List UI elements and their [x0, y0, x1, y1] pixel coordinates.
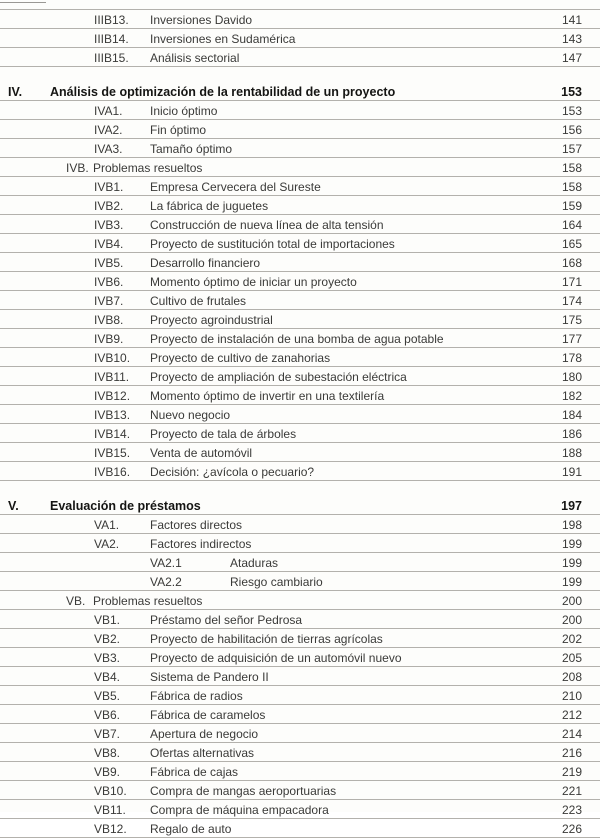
toc-entry-page: 199 [561, 537, 582, 551]
toc-entry-page: 158 [561, 180, 582, 194]
toc-entry-page: 199 [561, 556, 582, 570]
toc-entry-title: Cultivo de frutales [150, 294, 247, 308]
toc-entry-page: 178 [561, 351, 582, 365]
toc-entry-title: Factores directos [150, 518, 243, 532]
toc-row [0, 534, 600, 553]
top-left-rule [0, 2, 46, 3]
toc-row [0, 158, 600, 177]
toc-entry-code: IVB14. [94, 427, 131, 441]
toc-row [0, 120, 600, 139]
toc-entry-title: Empresa Cervecera del Sureste [150, 180, 321, 194]
toc-entry-page: 147 [561, 51, 582, 65]
toc-entry-code: VA2.2 [150, 575, 182, 589]
toc-entry-code: IVB1. [94, 180, 124, 194]
toc-entry-title: Proyecto de habilitación de tierras agrícolas [150, 632, 383, 646]
toc-entry-code: IVB13. [94, 408, 131, 422]
toc-entry-title: Compra de mangas aeroportuarias [150, 784, 337, 798]
toc-entry-code: IIIB15. [94, 51, 129, 65]
toc-row [0, 139, 600, 158]
toc-row [0, 800, 600, 819]
toc-row [0, 348, 600, 367]
toc-entry-title: Ofertas alternativas [150, 746, 255, 760]
toc-entry-title: Proyecto de cultivo de zanahorias [150, 351, 331, 365]
toc-entry-page: 198 [561, 518, 582, 532]
toc-entry-title: Riesgo cambiario [230, 575, 323, 589]
toc-entry-page: 180 [561, 370, 582, 384]
toc-entry-title: Proyecto agroindustrial [150, 313, 273, 327]
toc-row [0, 48, 600, 67]
toc-row [0, 686, 600, 705]
toc-entry-title: Análisis de optimización de la rentabilidad de un proyecto [50, 84, 396, 99]
section-gap [0, 67, 600, 82]
toc-entry-code: VB6. [94, 708, 121, 722]
toc-entry-title: Proyecto de ampliación de subestación eléctrica [150, 370, 407, 384]
toc-row [0, 781, 600, 800]
toc-entry-code: VB3. [94, 651, 121, 665]
toc-entry-title: Fin óptimo [150, 123, 207, 137]
toc-row [0, 648, 600, 667]
toc-entry-page: 214 [561, 727, 582, 741]
toc-entry-code: VB8. [94, 746, 121, 760]
toc-entry-title: Problemas resueltos [93, 161, 203, 175]
toc-entry-title: Apertura de negocio [150, 727, 259, 741]
toc-entry-code: VB12. [94, 822, 127, 836]
toc-entry-title: Fábrica de caramelos [150, 708, 266, 722]
toc-row [0, 572, 600, 591]
toc-entry-title: Regalo de auto [150, 822, 232, 836]
toc-entry-page: 164 [561, 218, 582, 232]
toc-entry-title: Tamaño óptimo [150, 142, 233, 156]
toc-entry-page: 199 [561, 575, 582, 589]
toc-row [0, 10, 600, 29]
toc-entry-page: 226 [561, 822, 582, 836]
toc-entry-title: Inversiones Davido [150, 13, 253, 27]
toc-entry-title: Construcción de nueva línea de alta tensión [150, 218, 384, 232]
toc-entry-code: IVB. [66, 161, 89, 175]
toc-entry-code: IVB11. [94, 370, 130, 384]
toc-entry-page: 156 [561, 123, 582, 137]
toc-entry-title: Proyecto de instalación de una bomba de agua potable [150, 332, 444, 346]
toc-entry-page: 202 [561, 632, 582, 646]
toc-list [0, 9, 600, 838]
toc-entry-title: Préstamo del señor Pedrosa [150, 613, 303, 627]
toc-entry-page: 221 [561, 784, 582, 798]
toc-entry-page: 200 [561, 594, 582, 608]
toc-row [0, 310, 600, 329]
toc-row [0, 515, 600, 534]
toc-entry-code: VA2. [94, 537, 120, 551]
toc-entry-code: IVB15. [94, 446, 131, 460]
toc-entry-title: Proyecto de adquisición de un automóvil nuevo [150, 651, 402, 665]
toc-entry-title: Inversiones en Sudamérica [150, 32, 296, 46]
toc-entry-page: 205 [561, 651, 582, 665]
toc-row [0, 101, 600, 120]
toc-row [0, 591, 600, 610]
toc-row [0, 724, 600, 743]
toc-row [0, 272, 600, 291]
toc-entry-title: Análisis sectorial [150, 51, 240, 65]
toc-entry-code: IVB5. [94, 256, 124, 270]
toc-entry-code: IV. [8, 84, 23, 99]
toc-row [0, 405, 600, 424]
toc-entry-page: 168 [561, 256, 582, 270]
toc-entry-code: IVB12. [94, 389, 131, 403]
toc-entry-page: 175 [561, 313, 582, 327]
toc-entry-title: Inicio óptimo [150, 104, 218, 118]
toc-entry-title: Decisión: ¿avícola o pecuario? [150, 465, 315, 479]
toc-entry-code: IVB9. [94, 332, 124, 346]
toc-entry-page: 191 [561, 465, 582, 479]
toc-entry-page: 184 [561, 408, 582, 422]
toc-entry-code: IVA1. [94, 104, 123, 118]
toc-entry-code: IIIB14. [94, 32, 129, 46]
toc-entry-title: Compra de máquina empacadora [150, 803, 329, 817]
section-gap [0, 481, 600, 496]
toc-row [0, 819, 600, 838]
toc-entry-title: Problemas resueltos [93, 594, 203, 608]
toc-entry-title: Fábrica de cajas [150, 765, 239, 779]
toc-entry-page: 171 [561, 275, 582, 289]
toc-entry-page: 208 [561, 670, 582, 684]
toc-entry-page: 159 [561, 199, 582, 213]
toc-entry-code: IVB4. [94, 237, 124, 251]
toc-entry-page: 197 [561, 498, 582, 513]
toc-entry-code: IVB6. [94, 275, 124, 289]
toc-row [0, 215, 600, 234]
toc-entry-title: Nuevo negocio [150, 408, 231, 422]
toc-entry-title: Momento óptimo de iniciar un proyecto [150, 275, 357, 289]
toc-entry-code: IVB10. [94, 351, 131, 365]
toc-entry-code: IVA2. [94, 123, 123, 137]
toc-row [0, 177, 600, 196]
toc-row [0, 82, 600, 101]
toc-entry-title: Fábrica de radios [150, 689, 243, 703]
toc-row [0, 386, 600, 405]
toc-entry-page: 174 [561, 294, 582, 308]
toc-entry-title: La fábrica de juguetes [150, 199, 269, 213]
toc-entry-page: 153 [561, 104, 582, 118]
toc-entry-code: VB11. [94, 803, 126, 817]
toc-entry-code: VB. [66, 594, 86, 608]
toc-row [0, 234, 600, 253]
toc-row [0, 762, 600, 781]
toc-entry-page: 223 [561, 803, 582, 817]
toc-entry-page: 153 [561, 84, 582, 99]
toc-entry-code: V. [8, 498, 19, 513]
toc-entry-code: IIIB13. [94, 13, 129, 27]
toc-entry-page: 212 [561, 708, 582, 722]
toc-row [0, 253, 600, 272]
toc-entry-page: 216 [561, 746, 582, 760]
toc-entry-code: VB7. [94, 727, 121, 741]
toc-entry-page: 158 [561, 161, 582, 175]
toc-entry-title: Momento óptimo de invertir en una textilería [150, 389, 385, 403]
toc-row [0, 367, 600, 386]
toc-entry-title: Sistema de Pandero II [150, 670, 269, 684]
toc-row [0, 443, 600, 462]
toc-entry-code: VA2.1 [150, 556, 182, 570]
toc-entry-code: VB2. [94, 632, 121, 646]
toc-entry-page: 188 [561, 446, 582, 460]
toc-entry-code: IVA3. [94, 142, 123, 156]
toc-entry-code: IVB2. [94, 199, 124, 213]
toc-row [0, 424, 600, 443]
toc-row [0, 610, 600, 629]
toc-entry-code: IVB8. [94, 313, 124, 327]
toc-entry-title: Proyecto de sustitución total de importaciones [150, 237, 395, 251]
toc-entry-code: VB9. [94, 765, 121, 779]
toc-entry-page: 165 [561, 237, 582, 251]
toc-row [0, 629, 600, 648]
toc-row [0, 553, 600, 572]
toc-row [0, 196, 600, 215]
toc-entry-code: IVB3. [94, 218, 124, 232]
toc-entry-title: Proyecto de tala de árboles [150, 427, 297, 441]
toc-row [0, 329, 600, 348]
toc-entry-page: 186 [561, 427, 582, 441]
toc-entry-title: Desarrollo financiero [150, 256, 261, 270]
toc-entry-code: IVB7. [94, 294, 124, 308]
toc-entry-page: 210 [561, 689, 582, 703]
toc-entry-page: 177 [561, 332, 582, 346]
toc-entry-code: VB4. [94, 670, 121, 684]
toc-entry-title: Evaluación de préstamos [50, 498, 201, 513]
toc-row [0, 462, 600, 481]
toc-entry-page: 200 [561, 613, 582, 627]
toc-entry-code: IVB16. [94, 465, 131, 479]
toc-entry-title: Venta de automóvil [150, 446, 253, 460]
toc-entry-code: VB10. [94, 784, 127, 798]
toc-entry-page: 219 [561, 765, 582, 779]
toc-entry-title: Ataduras [230, 556, 279, 570]
toc-entry-code: VB1. [94, 613, 121, 627]
toc-entry-page: 141 [561, 13, 582, 27]
toc-entry-page: 157 [561, 142, 582, 156]
toc-row [0, 29, 600, 48]
toc-row [0, 743, 600, 762]
toc-entry-code: VB5. [94, 689, 121, 703]
toc-entry-code: VA1. [94, 518, 120, 532]
toc-row [0, 496, 600, 515]
toc-entry-page: 143 [561, 32, 582, 46]
toc-entry-title: Factores indirectos [150, 537, 252, 551]
toc-row [0, 667, 600, 686]
toc-row [0, 291, 600, 310]
toc-row [0, 705, 600, 724]
toc-entry-page: 182 [561, 389, 582, 403]
